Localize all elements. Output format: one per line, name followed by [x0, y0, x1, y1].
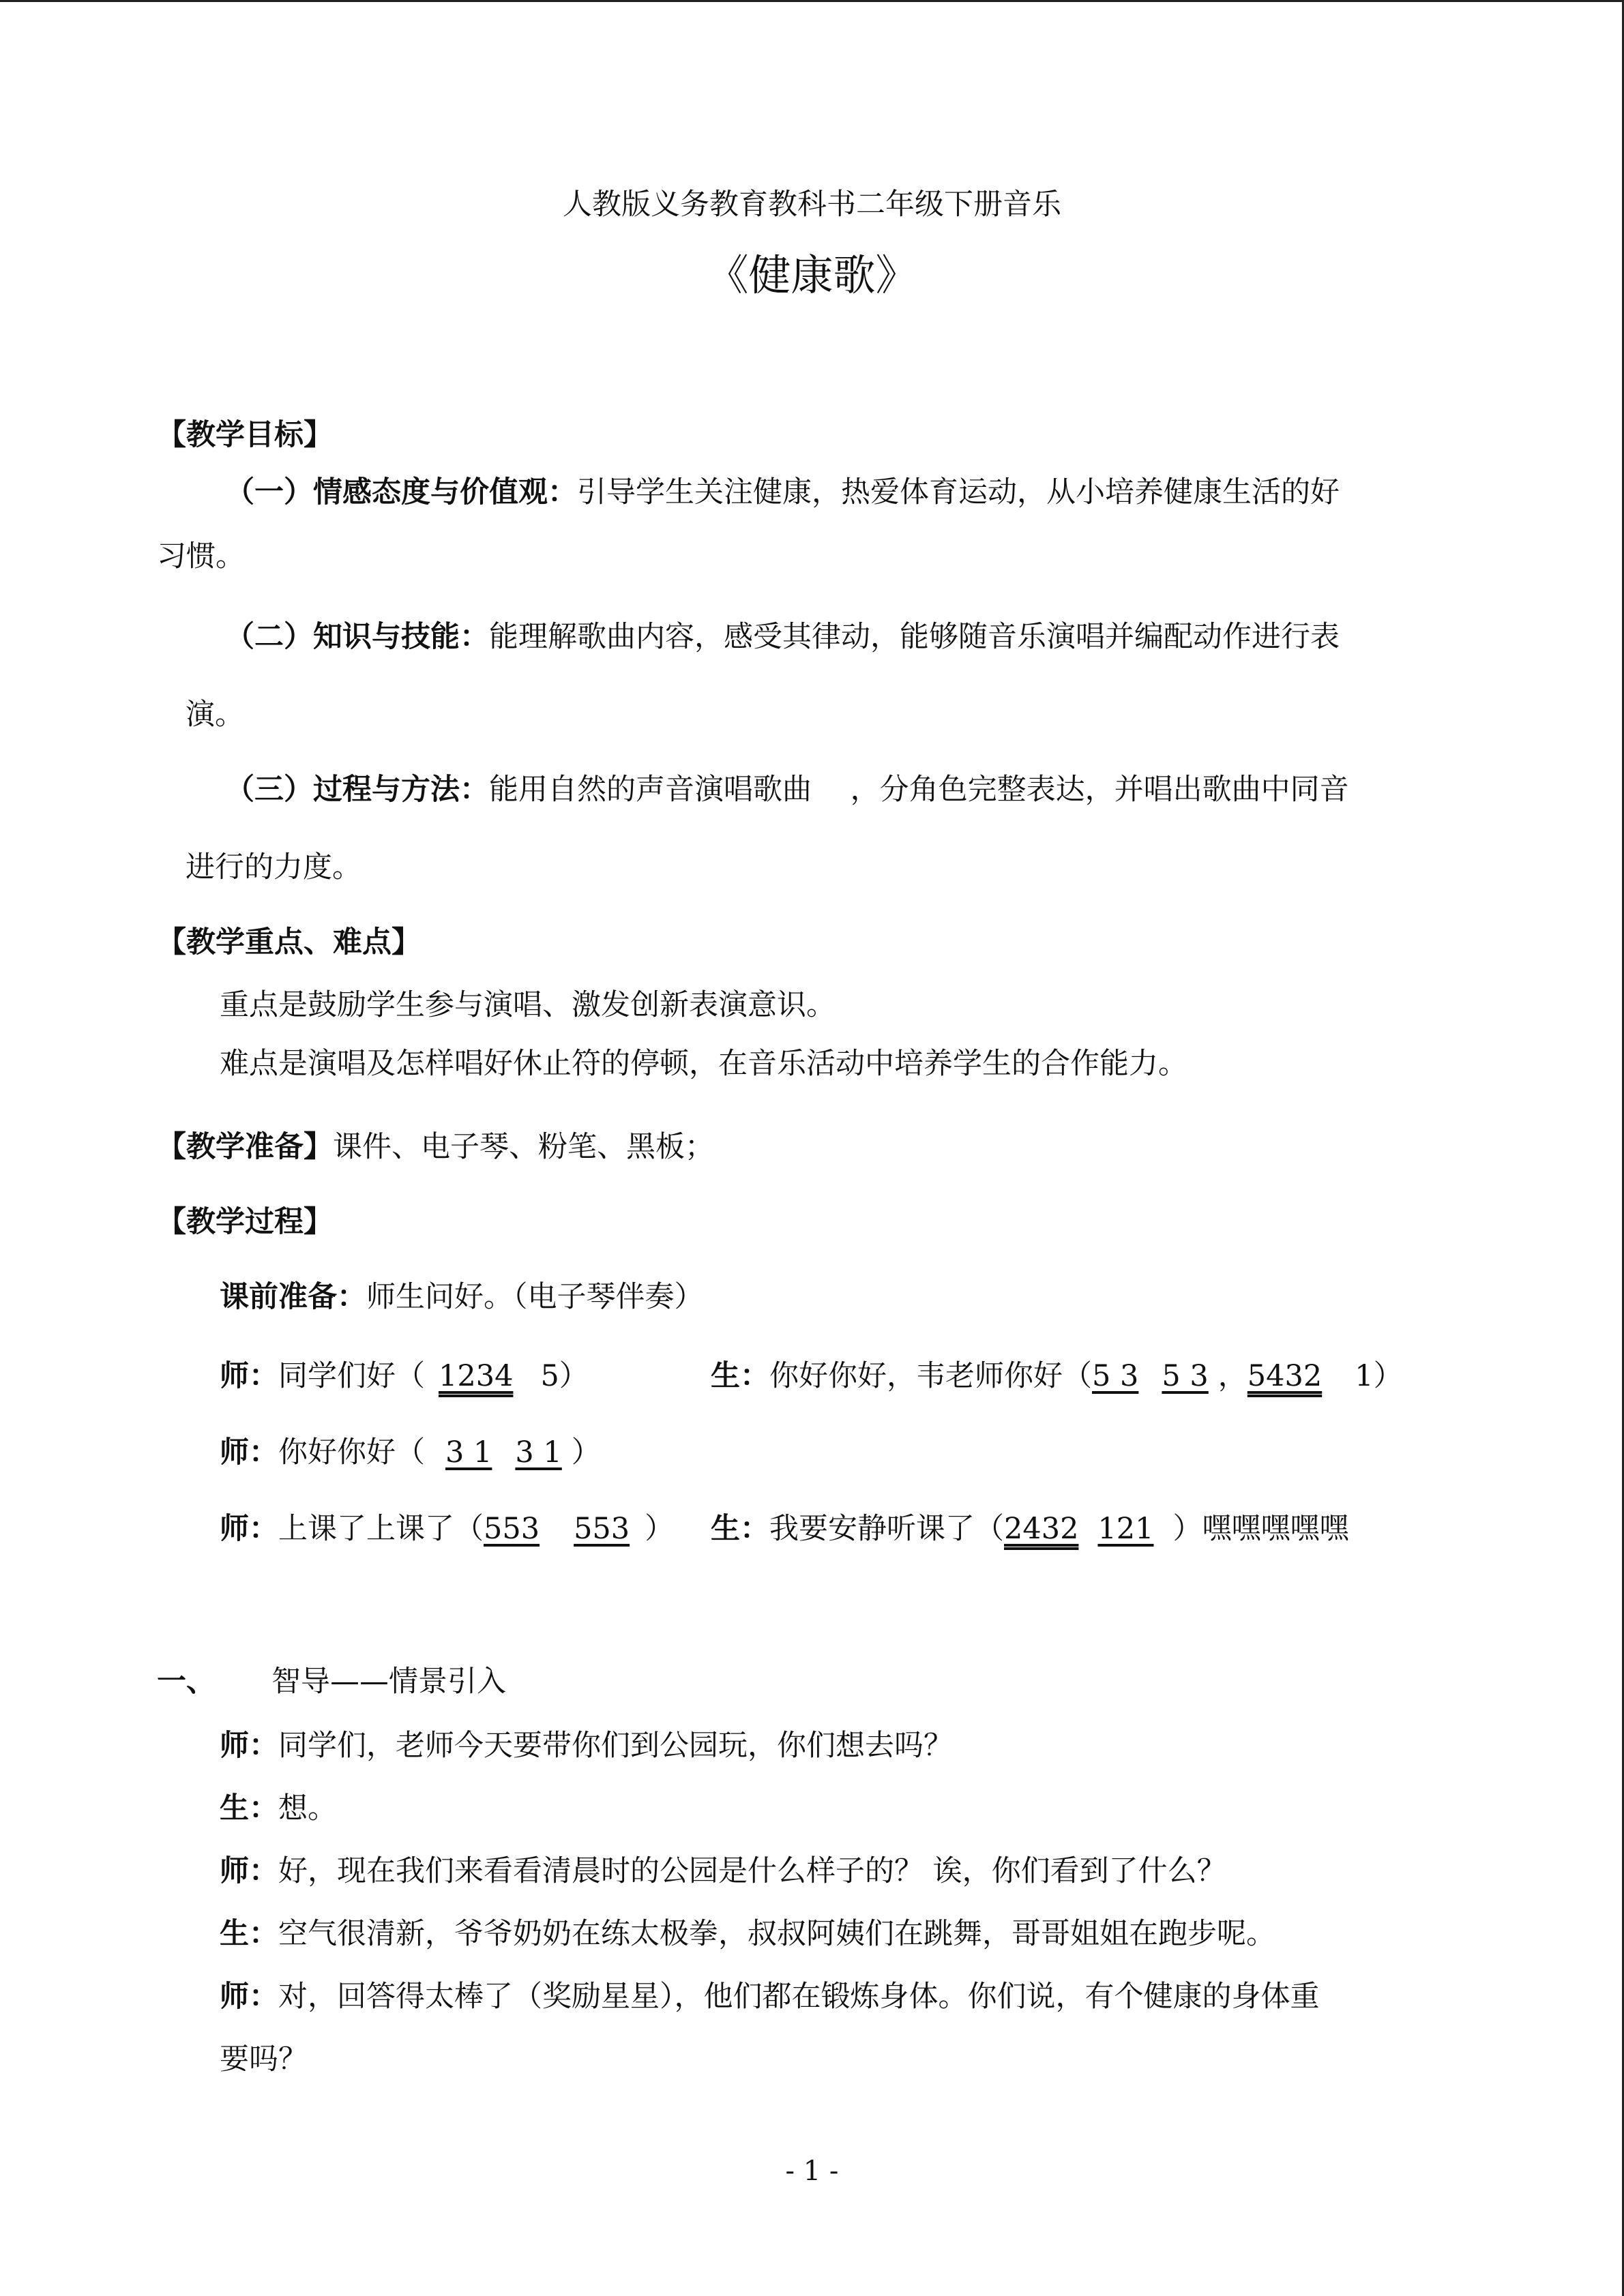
goal-3 — [225, 769, 1349, 810]
prep-text: 课件、电子琴、粉笔、黑板； — [333, 1130, 714, 1164]
prep-line — [157, 1127, 714, 1167]
dialogue-1 — [220, 1725, 953, 1766]
greeting-text-end: ）嘿嘿嘿嘿嘿 — [1172, 1512, 1349, 1546]
teacher-label: 师： — [220, 1359, 278, 1393]
page-number: - 1 - — [785, 2156, 839, 2187]
notation: 553 — [574, 1512, 630, 1546]
dialogue-text: 同学们，老师今天要带你们到公园玩，你们想去吗？ — [278, 1729, 953, 1763]
notation: 553 — [484, 1512, 540, 1546]
goal-1-text: 引导学生关注健康，热爱体育运动，从小培养健康生活的好 — [577, 475, 1340, 509]
dialogue-3 — [220, 1851, 1226, 1892]
teacher-label: 师： — [220, 1729, 278, 1763]
greeting-teacher-2 — [220, 1432, 601, 1473]
prep-heading: 【教学准备】 — [157, 1130, 333, 1164]
student-label: 生： — [220, 1917, 278, 1951]
student-label: 生： — [711, 1512, 769, 1546]
notation: 1） — [1355, 1359, 1403, 1393]
dialogue-2 — [220, 1788, 337, 1829]
goal-2 — [225, 616, 1340, 657]
dialogue-text: 想。 — [278, 1791, 337, 1825]
notation: 5） — [540, 1359, 589, 1393]
document-title: 《健康歌》 — [706, 250, 918, 300]
teacher-label: 师： — [220, 1854, 278, 1888]
dialogue-text: 对，回答得太棒了（奖励星星），他们都在锻炼身体。你们说，有个健康的身体重 — [278, 1980, 1320, 2014]
dialogue-5-cont: 要吗？ — [220, 2042, 308, 2076]
notation-end: ） — [645, 1512, 675, 1546]
goal-1-label: （一）情感态度与价值观： — [225, 475, 577, 509]
greeting-text: 我要安静听课了（ — [769, 1512, 1004, 1546]
greeting-teacher-1 — [220, 1356, 589, 1397]
greeting-student-3 — [711, 1508, 1349, 1549]
dialogue-5 — [220, 1976, 1320, 2017]
pre-class-text: 师生问好。（电子琴伴奏） — [366, 1280, 704, 1314]
pre-class-label: 课前准备： — [220, 1280, 366, 1314]
goal-2-text: 能理解歌曲内容，感受其律动，能够随音乐演唱并编配动作进行表 — [489, 620, 1340, 654]
teacher-label: 师： — [220, 1980, 278, 2014]
notation: 5 3 — [1092, 1359, 1139, 1393]
goal-3-text: 能用自然的声音演唱歌曲 ，分角色完整表达，并唱出歌曲中同音 — [489, 773, 1349, 807]
greeting-text: 上课了上课了（ — [278, 1512, 484, 1546]
goal-3-label: （三）过程与方法： — [225, 773, 489, 807]
notation: 3 1 — [515, 1435, 562, 1470]
greeting-student-1 — [711, 1356, 1403, 1397]
goal-2-cont: 演。 — [186, 698, 244, 732]
process-heading: 【教学过程】 — [157, 1205, 333, 1239]
notation-end: ） — [571, 1435, 601, 1470]
page-border-top — [0, 0, 1624, 2]
section-1-title: 智导——情景引入 — [271, 1665, 506, 1699]
notation: 121 — [1097, 1512, 1154, 1546]
teacher-label: 师： — [220, 1512, 278, 1546]
teacher-label: 师： — [220, 1435, 278, 1470]
pre-class-line — [220, 1277, 704, 1317]
notation: 1234 — [439, 1359, 514, 1393]
greeting-text: 你好你好（ — [278, 1435, 425, 1470]
section-1-number: 一、 — [157, 1665, 216, 1699]
student-label: 生： — [220, 1791, 278, 1825]
goal-1-cont: 习惯。 — [157, 539, 245, 573]
keypoints-focus: 重点是鼓励学生参与演唱、激发创新表演意识。 — [220, 988, 836, 1022]
notation: 5432 — [1247, 1359, 1323, 1393]
keypoints-difficulty: 难点是演唱及怎样唱好休止符的停顿，在音乐活动中培养学生的合作能力。 — [220, 1047, 1187, 1081]
dialogue-4 — [220, 1913, 1275, 1954]
notation: 3 1 — [445, 1435, 492, 1470]
goal-1 — [225, 472, 1340, 513]
notation-separator: ， — [1217, 1359, 1247, 1393]
dialogue-text: 空气很清新，爷爷奶奶在练太极拳，叔叔阿姨们在跳舞，哥哥姐姐在跑步呢。 — [278, 1917, 1275, 1951]
keypoints-heading: 【教学重点、难点】 — [157, 925, 421, 959]
goals-heading: 【教学目标】 — [157, 418, 333, 452]
student-label: 生： — [711, 1359, 769, 1393]
goal-2-label: （二）知识与技能： — [225, 620, 489, 654]
goal-3-cont: 进行的力度。 — [186, 850, 361, 884]
notation: 2432 — [1004, 1512, 1079, 1546]
greeting-text: 你好你好，韦老师你好（ — [769, 1359, 1092, 1393]
dialogue-text: 好，现在我们来看看清晨时的公园是什么样子的？ 诶，你们看到了什么？ — [278, 1854, 1226, 1888]
notation: 5 3 — [1162, 1359, 1209, 1393]
document-subtitle: 人教版义务教育教科书二年级下册音乐 — [563, 188, 1061, 222]
greeting-text: 同学们好（ — [278, 1359, 425, 1393]
greeting-teacher-3 — [220, 1508, 674, 1549]
